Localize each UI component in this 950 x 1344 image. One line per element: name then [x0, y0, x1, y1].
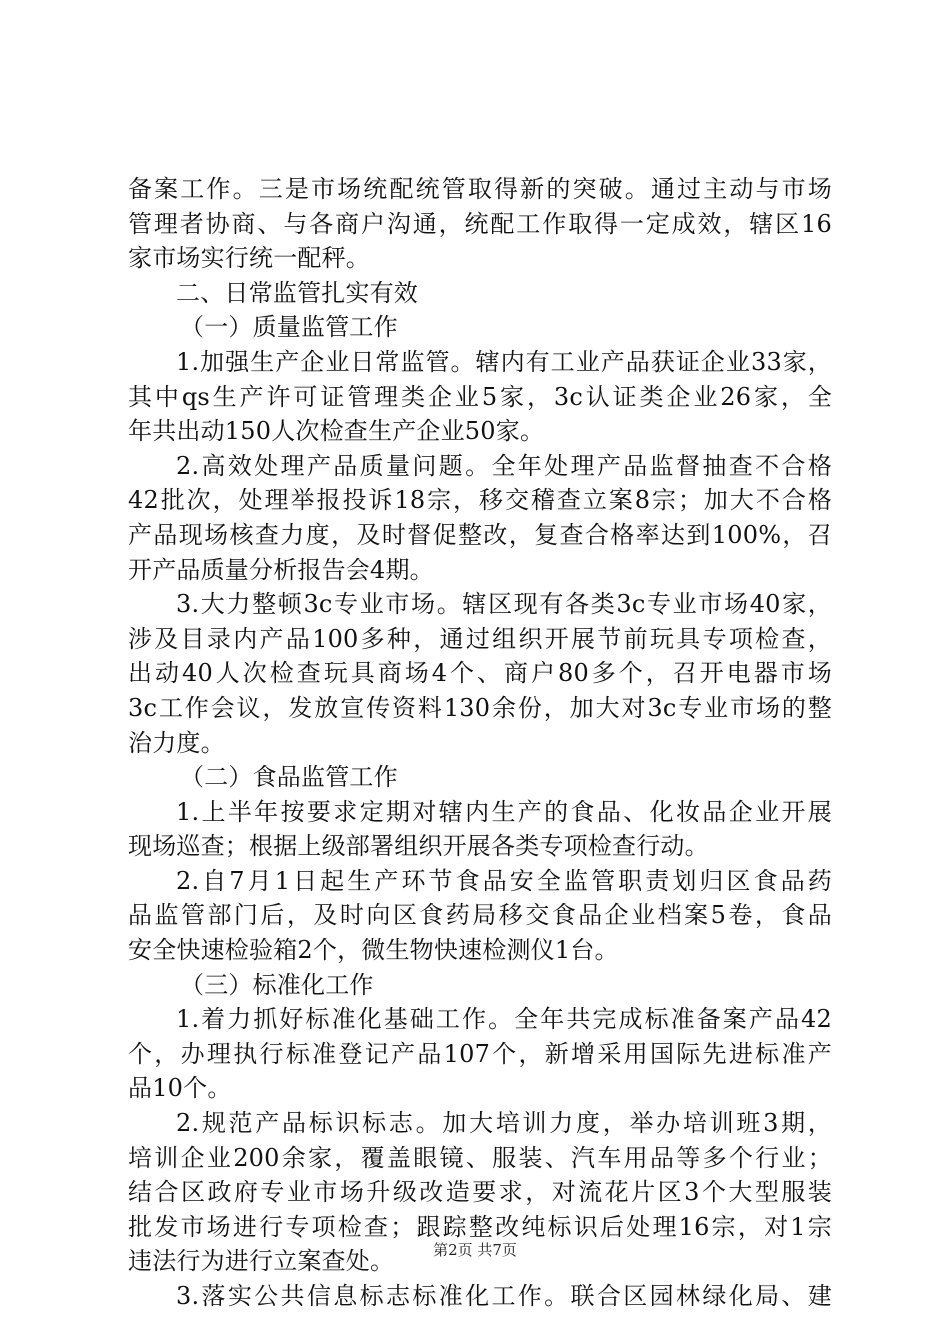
text-line: 品监管部门后，及时向区食药局移交食品企业档案5卷，食品: [128, 901, 832, 930]
text-line: 培训企业200余家，覆盖眼镜、服装、汽车用品等多个行业；: [128, 1143, 832, 1172]
text-line: 2.高效处理产品质量问题。全年处理产品监督抽查不合格: [176, 451, 832, 480]
text-line: 安全快速检验箱2个，微生物快速检测仪1台。: [128, 936, 619, 965]
text-line: 治力度。: [128, 728, 225, 757]
text-line: 1.加强生产企业日常监管。辖内有工业产品获证企业33家，: [176, 347, 832, 376]
text-line: 3.落实公共信息标志标准化工作。联合区园林绿化局、建: [176, 1282, 832, 1310]
text-line: 3c工作会议，发放宣传资料130余份，加大对3c专业市场的整: [128, 693, 832, 722]
text-line: 现场巡查；根据上级部署组织开展各类专项检查行动。: [128, 832, 709, 861]
text-line: 2.自7月1日起生产环节食品安全监管职责划归区食品药: [176, 866, 832, 895]
text-line: 家市场实行统一配秤。: [128, 244, 370, 273]
text-line: 出动40人次检查玩具商场4个、商户80多个，召开电器市场: [128, 659, 832, 688]
section-heading: 二、日常监管扎实有效: [176, 278, 418, 307]
subsection-heading: （二）食品监管工作: [180, 763, 398, 792]
text-line: 备案工作。三是市场统配统管取得新的突破。通过主动与市场: [128, 175, 832, 203]
text-line: 批发市场进行专项检查；跟踪整改纯标识后处理16宗，对1宗: [128, 1212, 832, 1241]
text-line: 开产品质量分析报告会4期。: [128, 555, 434, 584]
text-line: 1.着力抓好标准化基础工作。全年共完成标准备案产品42: [176, 1005, 832, 1034]
text-line: 违法行为进行立案查处。: [128, 1247, 395, 1276]
text-line: 产品现场核查力度，及时督促整改，复查合格率达到100%，召: [128, 520, 832, 549]
text-line: 其中qs生产许可证管理类企业5家，3c认证类企业26家，全: [128, 382, 832, 411]
text-line: 年共出动150人次检查生产企业50家。: [128, 417, 545, 446]
page-number-footer: 第2页 共7页: [433, 1241, 517, 1259]
text-line: 结合区政府专业市场升级改造要求，对流花片区3个大型服装: [128, 1178, 832, 1207]
text-line: 涉及目录内产品100多种，通过组织开展节前玩具专项检查，: [128, 624, 832, 653]
text-line: 品10个。: [128, 1074, 232, 1103]
text-line: 42批次，处理举报投诉18宗，移交稽查立案8宗；加大不合格: [128, 486, 832, 515]
text-line: 1.上半年按要求定期对辖内生产的食品、化妆品企业开展: [176, 797, 832, 826]
text-line: 管理者协商、与各商户沟通，统配工作取得一定成效，辖区16: [128, 209, 832, 238]
text-line: 2.规范产品标识标志。加大培训力度，举办培训班3期，: [176, 1109, 832, 1138]
document-body: [128, 172, 832, 1314]
text-line: 3.大力整顿3c专业市场。辖区现有各类3c专业市场40家，: [176, 590, 832, 619]
subsection-heading: （一）质量监管工作: [180, 313, 398, 342]
subsection-heading: （三）标准化工作: [180, 970, 374, 999]
text-line: 个，办理执行标准登记产品107个，新增采用国际先进标准产: [128, 1039, 832, 1068]
